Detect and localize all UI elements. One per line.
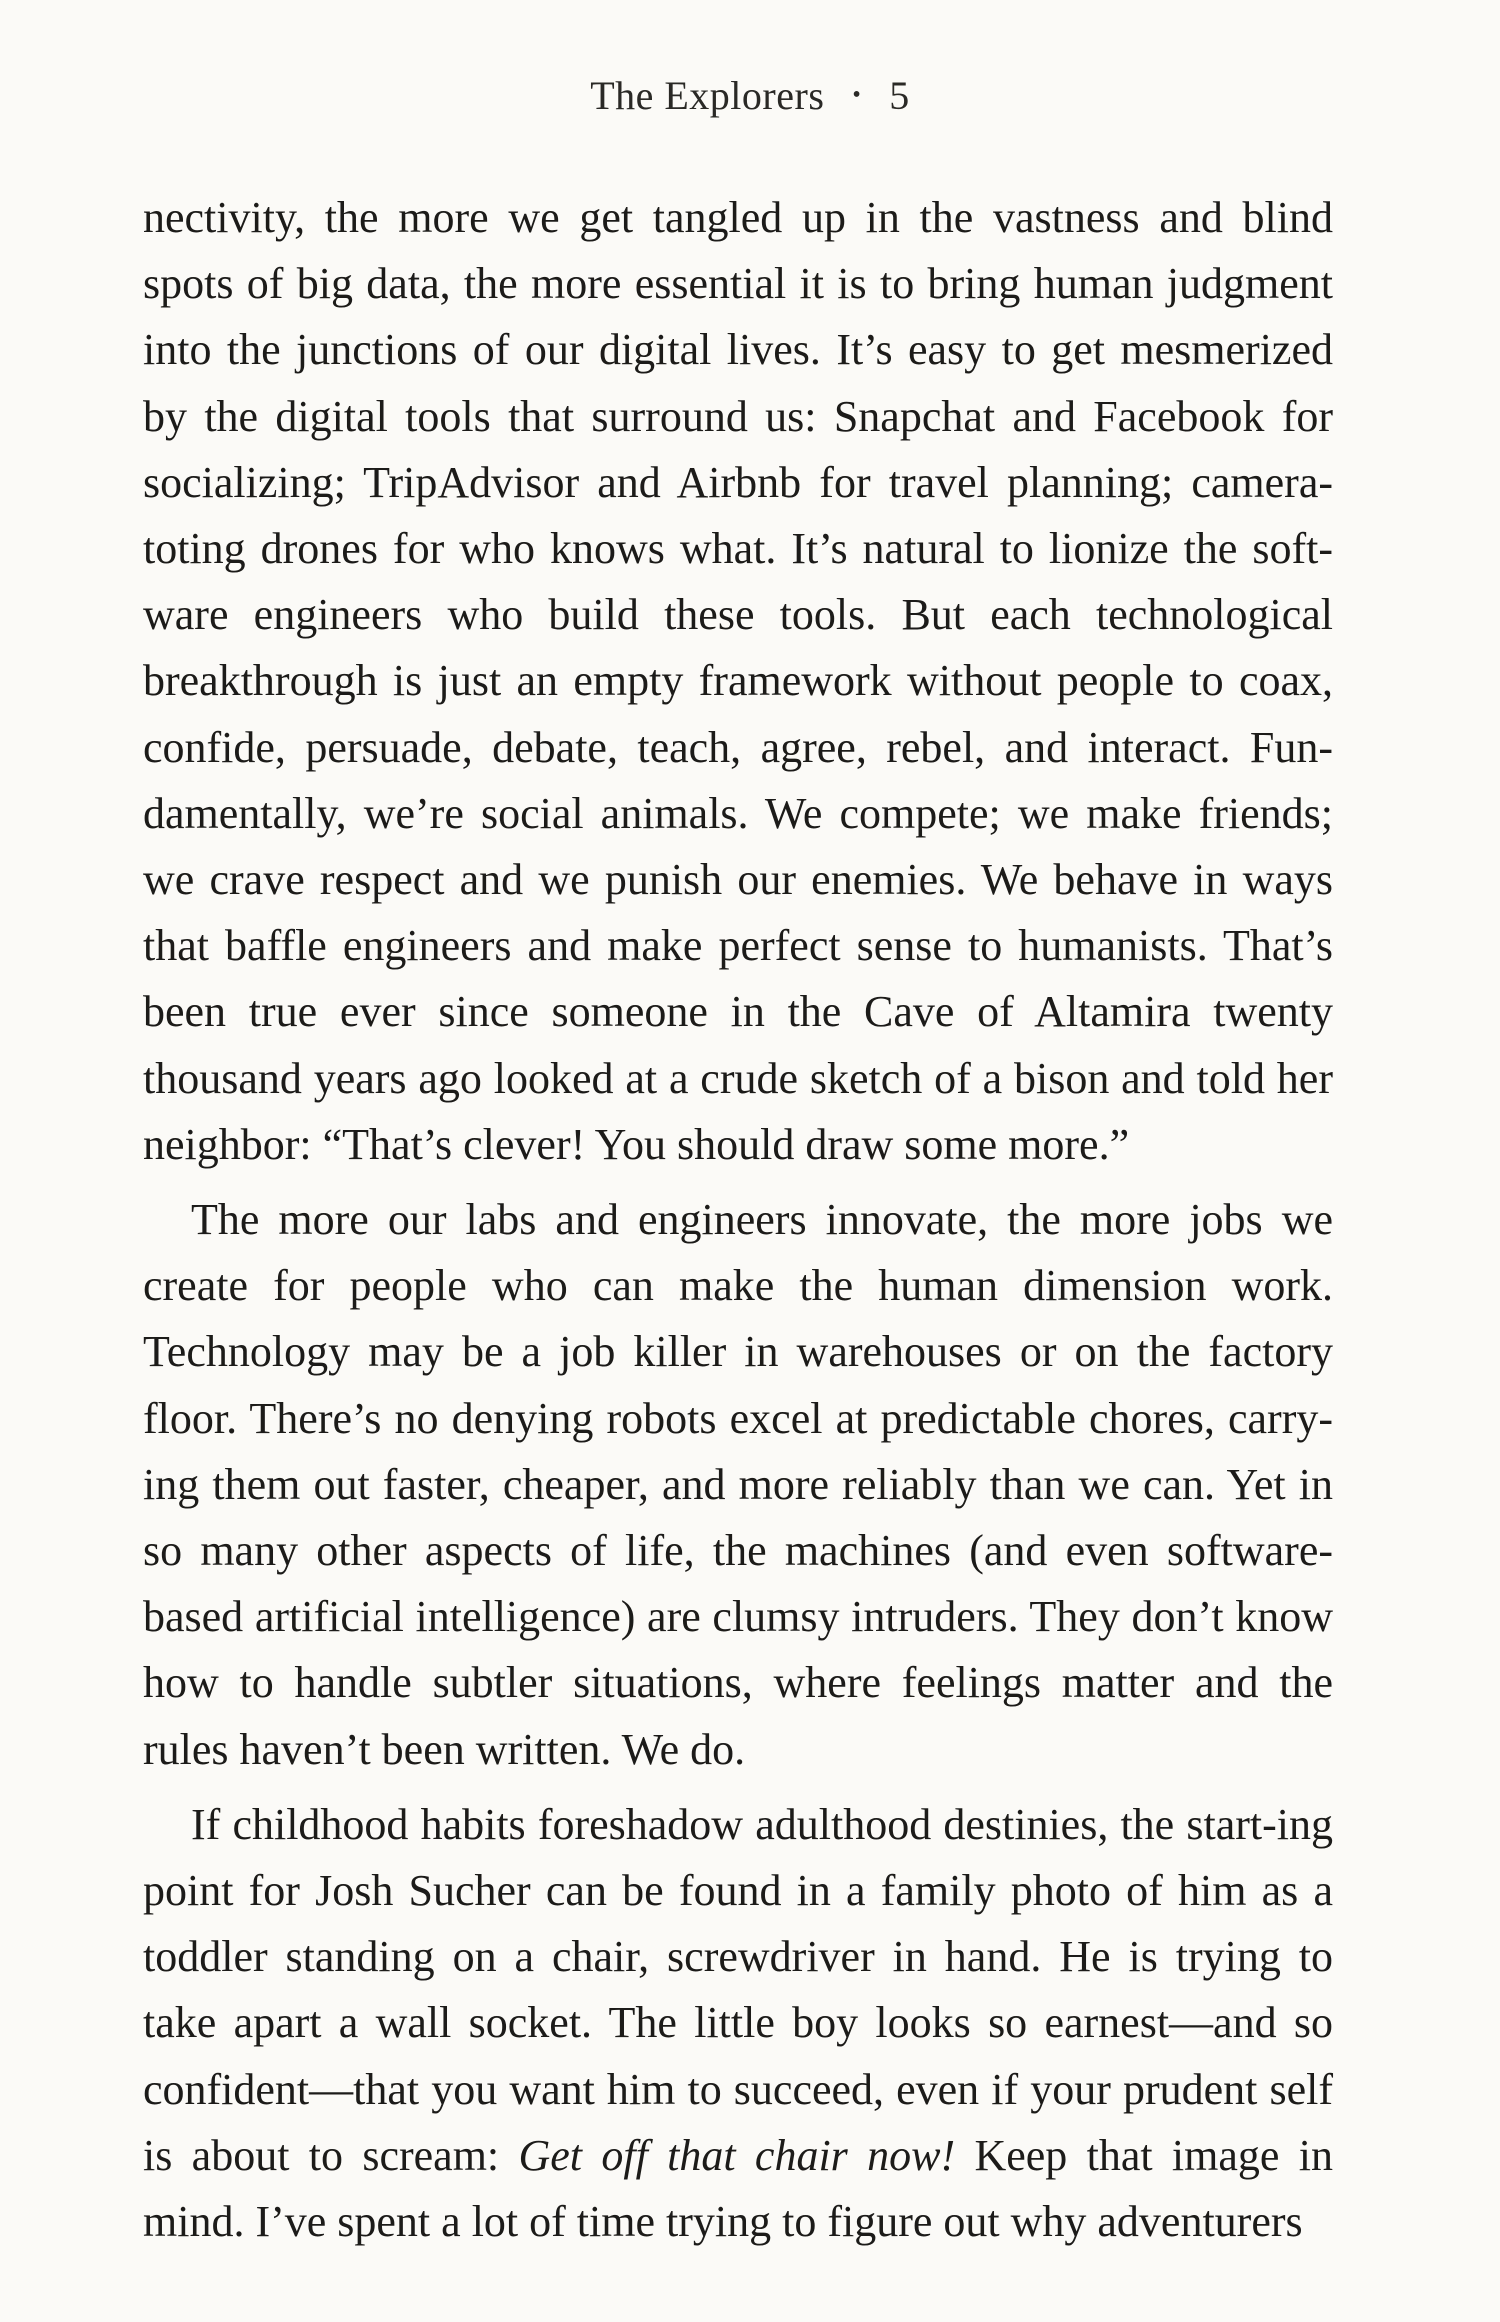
- chapter-title: The Explorers: [590, 73, 825, 118]
- page-number: 5: [889, 73, 910, 118]
- header-separator: •: [852, 82, 862, 109]
- running-head: [0, 72, 1500, 119]
- paragraph-1: nectivity, the more we get tangled up in the vastness and blind spots of big data, the more essential it is to bring human judgment into the junctions of our digital lives. It’s easy to get mesmerized by the digital tools that surround us: Snapchat and Facebook for socializing; TripAdvisor and Airbnb for travel planning; camera-toting drones for who knows what. It’s natural to lionize the soft-ware engineers who build these tools. But each technological breakthrough is just an empty framework without people to coax, confide, persuade, debate, teach, agree, rebel, and interact. Fun-damentally, we’re social animals. We compete; we make friends; we crave respect and we punish our enemies. We behave in ways that baffle engineers and make perfect sense to humanists. That’s been true ever since someone in the Cave of Altamira twenty thousand years ago looked at a crude sketch of a bison and told her neighbor: “That’s clever! You should draw some more.”: [143, 193, 1333, 1169]
- paragraph-2: The more our labs and engineers innovate, the more jobs we create for people who can make the human dimension work. Technology may be a job killer in warehouses or on the factory floor. There’s no denying robots excel at predictable chores, carry-ing them out faster, cheaper, and more reliably than we can. Yet in so many other aspects of life, the machines (and even software-based artificial intelligence) are clumsy intruders. They don’t know how to handle subtler situations, where feelings matter and the rules haven’t been written. We do.: [143, 1195, 1333, 1774]
- paragraph-3-end: Keep that image in mind. I’ve spent a lot of time trying to figure out why adventurers: [143, 2130, 1334, 2247]
- italic-phrase: Get off that chair now!: [518, 2130, 956, 2180]
- body-text: [143, 185, 1333, 2255]
- paragraph-3: [143, 1792, 1333, 2255]
- paragraph-3-start: If childhood habits foreshadow adulthood destinies, the start-ing point for Josh Sucher can be found in a family photo of him as a toddler standing on a chair, screwdriver in hand. He is trying to take apart a wall socket. The little boy looks so earnest—and so confident—that you want him to succeed, even if your prudent self is about to scream:: [143, 1799, 1333, 2180]
